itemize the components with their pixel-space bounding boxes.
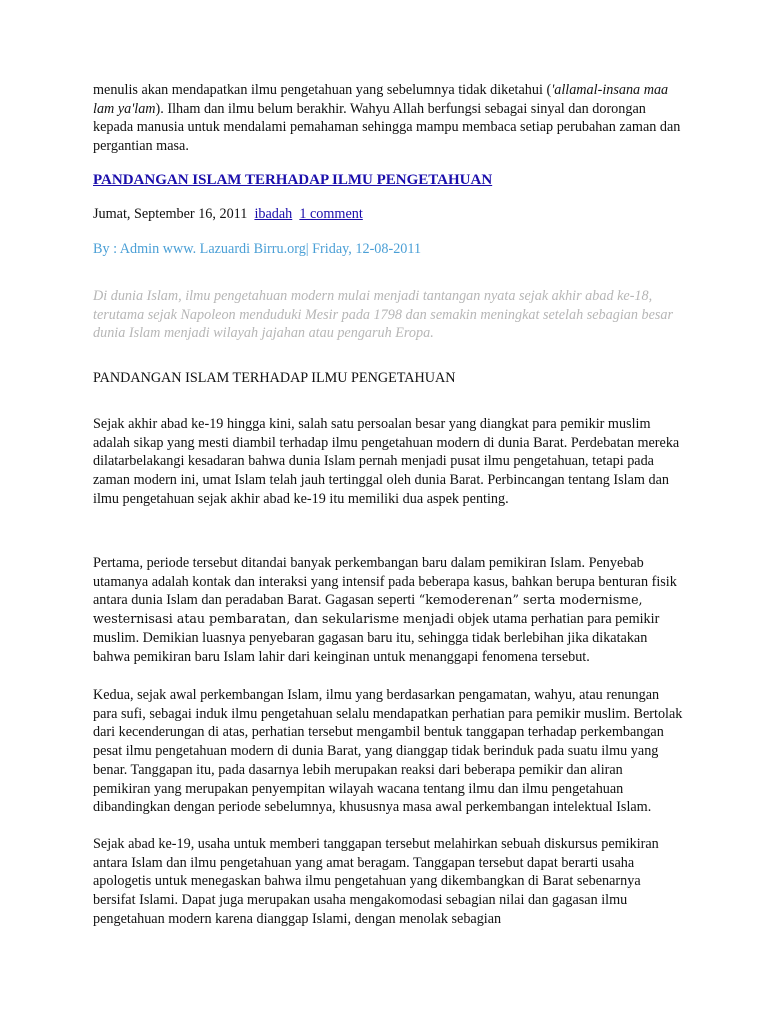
byline: By : Admin www. Lazuardi Birru.org| Friday, 12-08-2011	[93, 241, 422, 257]
paragraph-2-text-b: “kemoderenan” serta modernisme, westernisasi atau pembaratan, dan sekularisme menjadi	[93, 592, 643, 627]
paragraph-2-text-a: Pertama, periode tersebut ditandai banyak perkembangan baru dalam pemikiran Islam. Penyebab utamanya adalah kontak dan interaksi yang intensif pada beberapa kasus, bahkan berupa benturan fisik antara dunia Islam dan peradaban Barat. Gagasan seperti	[93, 555, 677, 609]
post-meta	[93, 205, 683, 224]
intro-arabic-quote: 'allamal-insana maa lam ya'lam	[93, 82, 669, 117]
paragraph-2-text-c: objek utama perhatian para pemikir muslim. Demikian luasnya penyebaran gagasan baru itu, sehingga tidak berlebihan jika dikatakan bahwa pemikiran baru Islam lahir dari keinginan untuk menanggapi fenomena tersebut.	[93, 611, 660, 665]
intro-text-2: ). Ilham dan ilmu belum berakhir. Wahyu Allah berfungsi sebagai sinyal dan dorongan kepada manusia untuk mendalami pemahaman sehingga mampu membaca setiap perubahan zaman dan pergantian masa.	[93, 100, 681, 155]
intro-text-1: menulis akan mendapatkan ilmu pengetahuan yang sebelumnya tidak diketahui (	[93, 82, 552, 98]
paragraph-1: Sejak akhir abad ke-19 hingga kini, salah satu persoalan besar yang diangkat para pemikir muslim adalah sikap yang mesti diambil terhadap ilmu pengetahuan modern di dunia Barat. Perdebatan mereka dilatarbelakangi kesadaran bahwa dunia Islam pernah menjadi pusat ilmu pengetahuan, tetapi pada zaman modern ini, umat Islam telah jauh tertinggal oleh dunia Barat. Perbincangan tentang Islam dan ilmu pengetahuan sejak akhir abad ke-19 itu memiliki dua aspek penting.	[93, 416, 680, 507]
paragraph-4: Sejak abad ke-19, usaha untuk memberi tanggapan tersebut melahirkan sebuah diskursus pemikiran antara Islam dan ilmu pengetahuan yang amat beragam. Tanggapan tersebut dapat berarti usaha apologetis untuk menegaskan bahwa ilmu pengetahuan yang dikembangkan di Barat sebenarnya bersifat Islami. Dapat juga merupakan usaha mengakomodasi sebagian nilai dan gagasan ilmu pengetahuan modern karena dianggap Islami, dengan menolak sebagian	[93, 836, 659, 927]
post-date: Jumat, September 16, 2011	[93, 206, 248, 222]
comments-link[interactable]: 1 comment	[299, 206, 363, 222]
category-link[interactable]: ibadah	[254, 206, 293, 222]
post-title-link[interactable]: PANDANGAN ISLAM TERHADAP ILMU PENGETAHUAN	[93, 172, 493, 188]
article-heading: PANDANGAN ISLAM TERHADAP ILMU PENGETAHUAN	[93, 370, 456, 386]
lead-paragraph: Di dunia Islam, ilmu pengetahuan modern mulai menjadi tantangan nyata sejak akhir abad ke-18, terutama sejak Napoleon menduduki Mesir pada 1798 dan semakin meningkat setelah sebagian besar dunia Islam menjadi wilayah jajahan atau pengaruh Eropa.	[93, 288, 674, 342]
paragraph-3: Kedua, sejak awal perkembangan Islam, ilmu yang berdasarkan pengamatan, wahyu, atau renungan para sufi, sebagai induk ilmu pengetahuan selalu mendapatkan perhatian para pemikir muslim. Bertolak dari kecenderungan di atas, perhatian tersebut mengambil bentuk tanggapan terhadap perkembangan pesat ilmu pengetahuan modern di dunia Barat, yang dianggap tidak berinduk pada suatu ilmu yang benar. Tanggapan itu, pada dasarnya lebih merupakan reaksi dari beberapa pemikir dan aliran pemikiran yang merupakan penyempitan wilayah wacana tentang ilmu dan ilmu pengetahuan dibandingkan dengan periode sebelumnya, khususnya masa awal perkembangan intelektual Islam.	[93, 687, 683, 816]
paragraph-2	[93, 554, 683, 666]
intro-paragraph	[93, 81, 683, 156]
